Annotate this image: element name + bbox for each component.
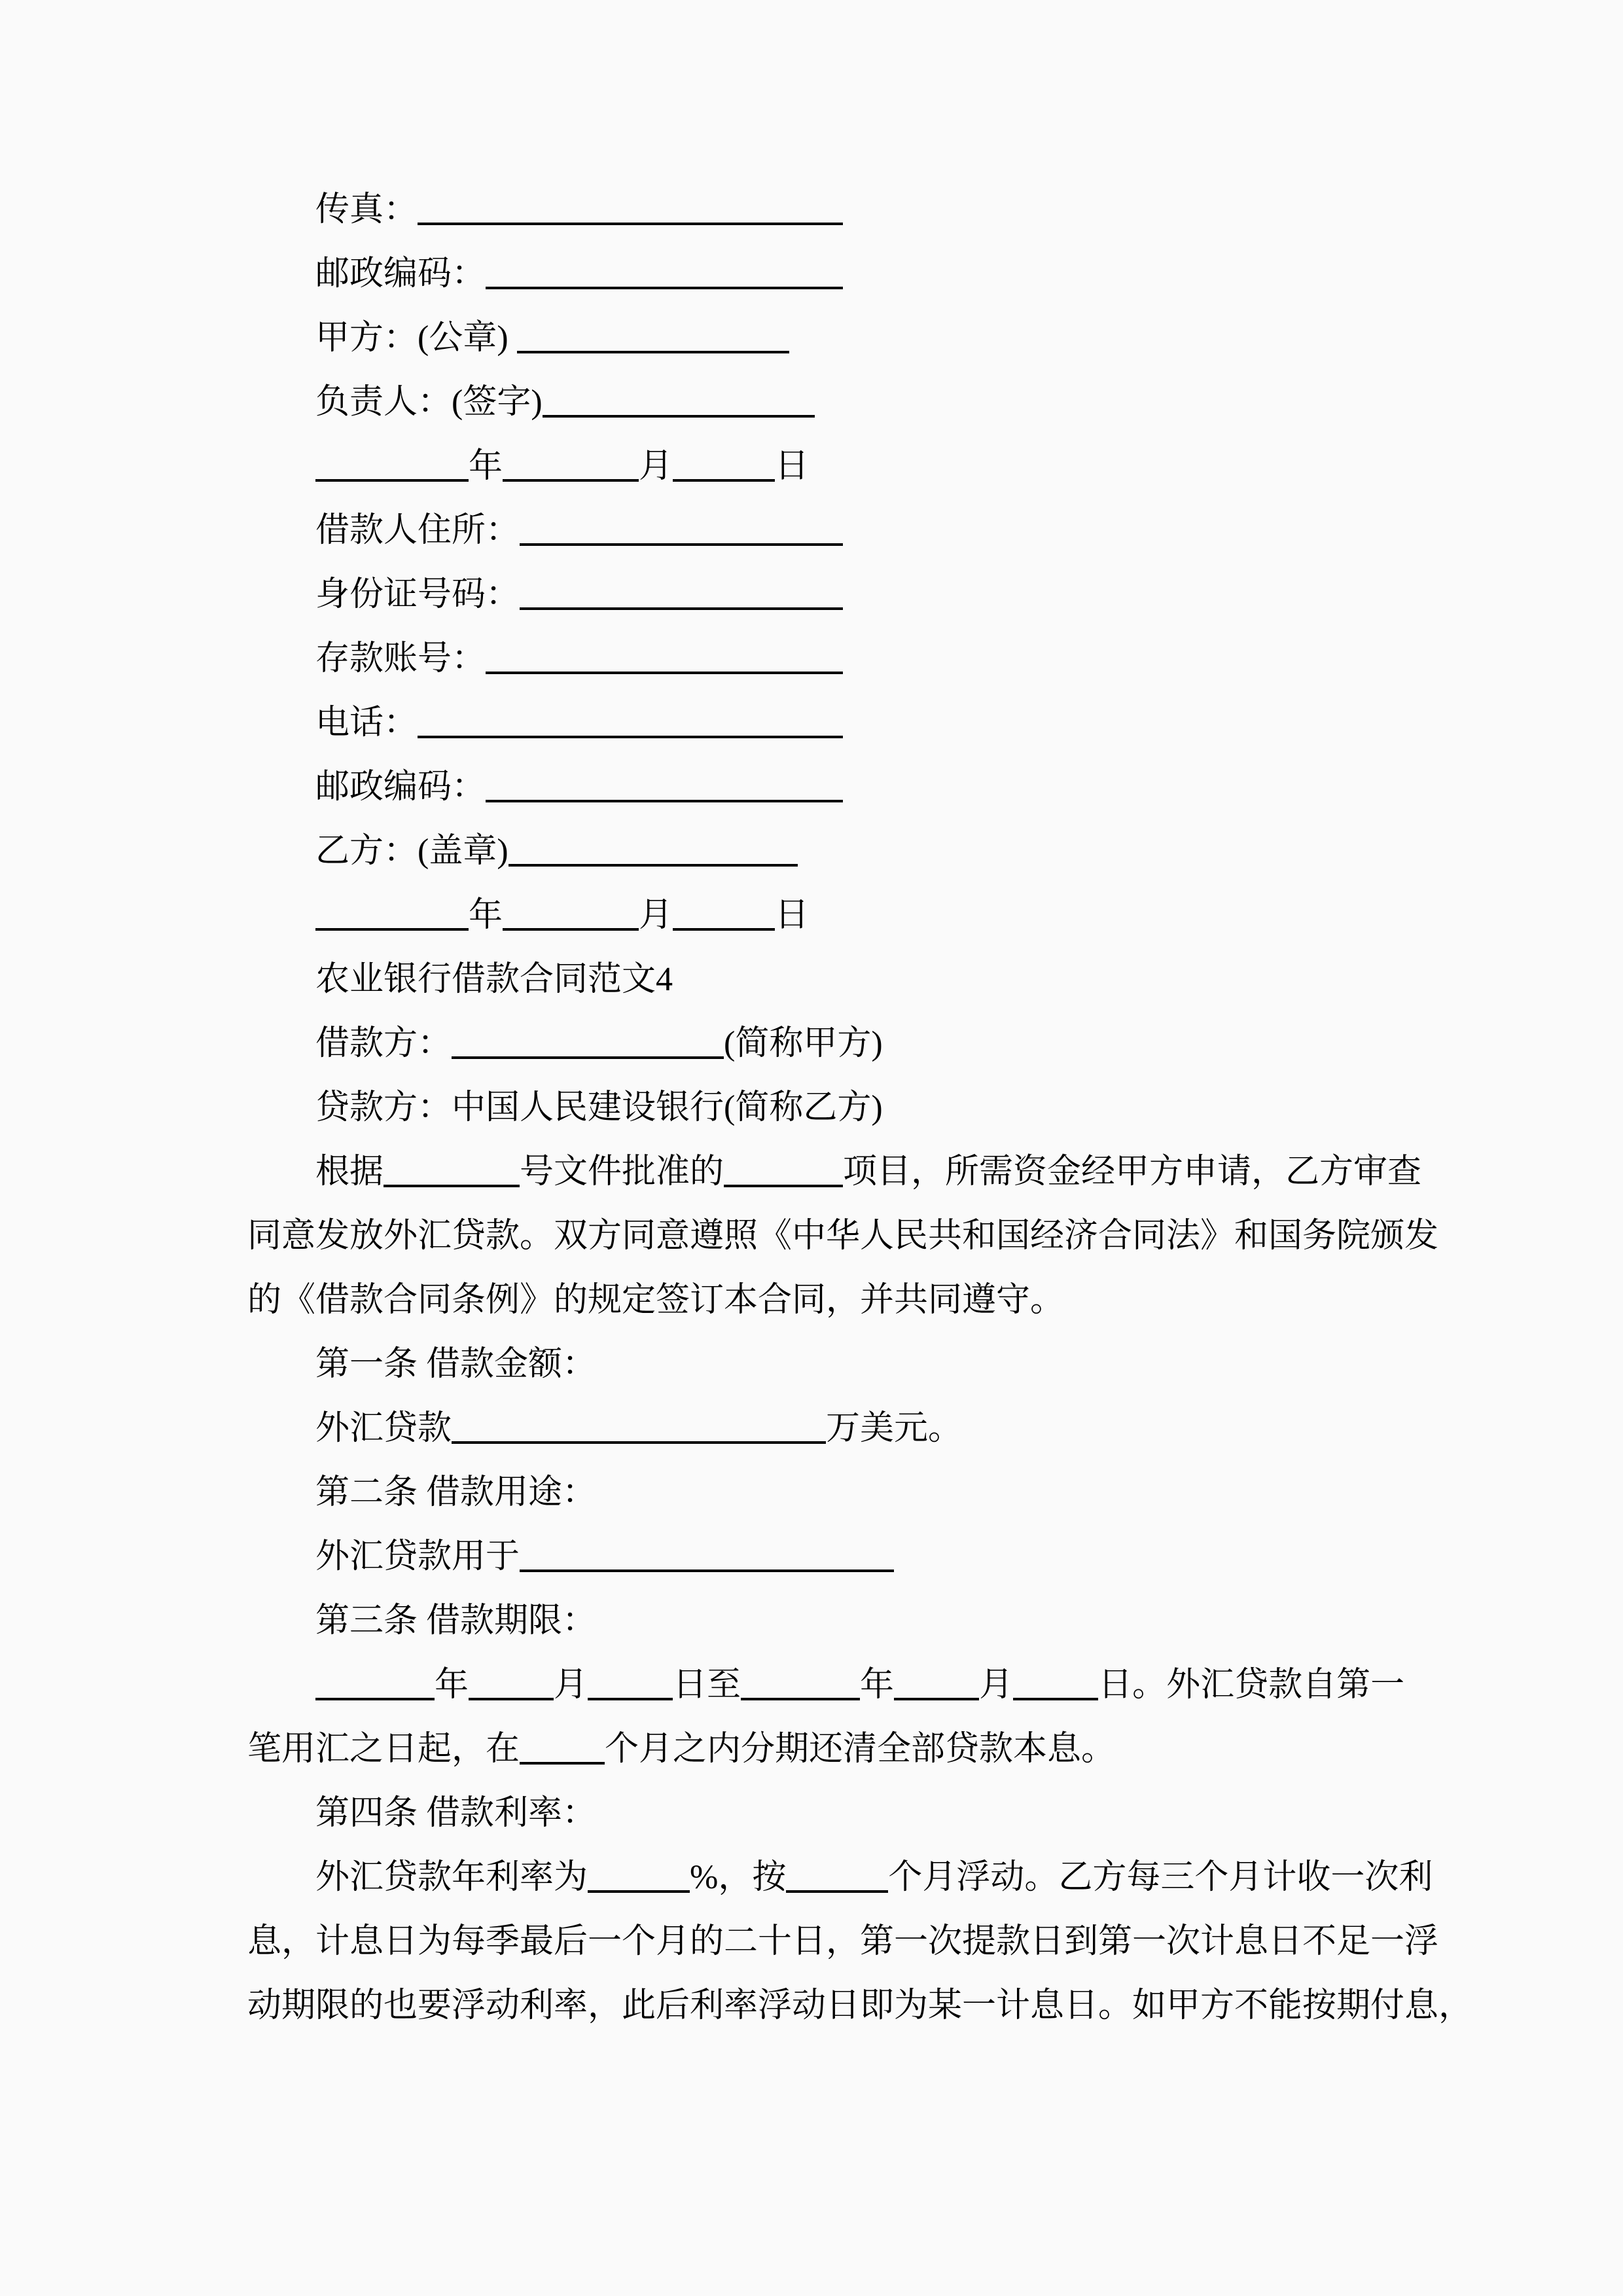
- document-line: 借款方： (简称甲方): [247, 1012, 1458, 1076]
- document-line: 的《借款合同条例》的规定签订本合同，并共同遵守。: [247, 1282, 1065, 1319]
- document-line: 年 月 日: [247, 884, 1458, 948]
- fill-in-blank: [520, 1535, 894, 1572]
- document-line: 电话：: [247, 691, 1458, 755]
- document-line: 动期限的也要浮动利率，此后利率浮动日即为某一计息日。如甲方不能按期付息，: [247, 1987, 1473, 2024]
- contract-text-block: [247, 178, 1473, 2038]
- fill-in-blank: [520, 1728, 605, 1765]
- fill-in-blank: [1013, 1664, 1098, 1700]
- document-line: 年 月 日至 年 月 日。外汇贷款自第一: [247, 1653, 1458, 1717]
- document-line: 第一条 借款金额：: [315, 1346, 597, 1383]
- fill-in-blank: [588, 1856, 690, 1893]
- document-line: 贷款方：中国人民建设银行(简称乙方): [315, 1089, 883, 1126]
- fill-in-blank: [486, 253, 843, 289]
- document-line: 笔用汇之日起，在 个月之内分期还清全部贷款本息。: [247, 1717, 1458, 1782]
- fill-in-blank: [724, 1151, 843, 1187]
- document-line: 息，计息日为每季最后一个月的二十日，第一次提款日到第一次计息日不足一浮: [247, 1923, 1439, 1960]
- fill-in-blank: [503, 445, 639, 482]
- document-line: 农业银行借款合同范文4: [315, 961, 673, 998]
- document-line: 根据 号文件批准的 项目，所需资金经甲方申请，乙方审查: [247, 1140, 1458, 1204]
- fill-in-blank: [469, 1664, 554, 1700]
- document-line: 借款人住所：: [247, 499, 1458, 563]
- fill-in-blank: [418, 188, 843, 225]
- document-line: 外汇贷款用于: [247, 1525, 1458, 1589]
- document-line: 第三条 借款期限：: [315, 1602, 597, 1640]
- fill-in-blank: [741, 1664, 860, 1700]
- fill-in-blank: [543, 381, 815, 418]
- fill-in-blank: [486, 637, 843, 674]
- document-line: 同意发放外汇贷款。双方同意遵照《中华人民共和国经济合同法》和国务院颁发: [247, 1217, 1439, 1255]
- fill-in-blank: [452, 1022, 724, 1059]
- document-line: 外汇贷款 万美元。: [247, 1397, 1458, 1461]
- fill-in-blank: [315, 1664, 435, 1700]
- document-line: 传真：: [247, 178, 1458, 242]
- document-line: 甲方：(公章): [247, 306, 1458, 370]
- fill-in-blank: [673, 894, 775, 931]
- document-line: 年 月 日: [247, 435, 1458, 499]
- fill-in-blank: [383, 1151, 520, 1187]
- document-line: 负责人：(签字): [247, 370, 1458, 435]
- fill-in-blank: [517, 317, 789, 353]
- document-line: 身份证号码：: [247, 563, 1458, 627]
- fill-in-blank: [520, 509, 843, 546]
- fill-in-blank: [315, 445, 469, 482]
- fill-in-blank: [894, 1664, 979, 1700]
- fill-in-blank: [786, 1856, 888, 1893]
- document-line: 存款账号：: [247, 627, 1458, 691]
- fill-in-blank: [673, 445, 775, 482]
- fill-in-blank: [452, 1407, 826, 1444]
- document-line: 邮政编码：: [247, 755, 1458, 819]
- fill-in-blank: [588, 1664, 673, 1700]
- fill-in-blank: [508, 830, 798, 867]
- fill-in-blank: [503, 894, 639, 931]
- document-line: 外汇贷款年利率为 %，按 个月浮动。乙方每三个月计收一次利: [247, 1846, 1458, 1910]
- fill-in-blank: [520, 573, 843, 610]
- document-line: 乙方：(盖章): [247, 819, 1458, 884]
- fill-in-blank: [418, 702, 843, 738]
- fill-in-blank: [486, 766, 843, 802]
- document-line: 邮政编码：: [247, 242, 1458, 306]
- document-line: 第二条 借款用途：: [315, 1474, 597, 1511]
- fill-in-blank: [315, 894, 469, 931]
- document-line: 第四条 借款利率：: [315, 1795, 597, 1832]
